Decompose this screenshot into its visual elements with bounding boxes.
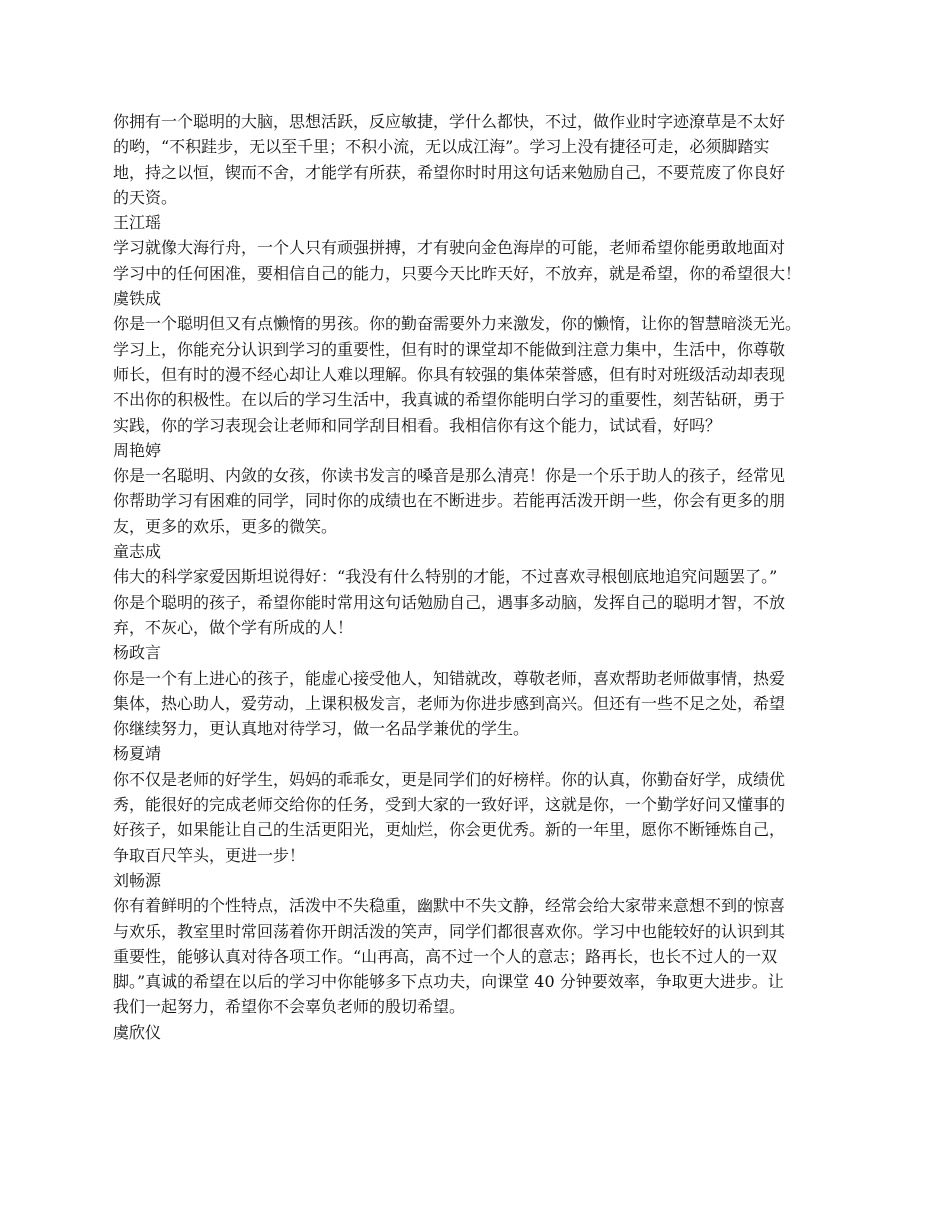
text-line: 师长，但有时的漫不经心却让人难以理解。你具有较强的集体荣誉感，但有时对班级活动却表现 xyxy=(113,364,786,384)
text-line: 重要性，能够认真对待各项工作。“山再高，高不过一个人的意志；路再长，也长不过人的一双 xyxy=(113,946,778,966)
text-line: 集体，热心助人，爱劳动，上课积极发言，老师为你进步感到高兴。但还有一些不足之处，希望 xyxy=(113,693,786,713)
text-line: 好孩子，如果能让自己的生活更阳光，更灿烂，你会更优秀。新的一年里，愿你不断锤炼自己， xyxy=(113,820,786,840)
text-line: 你拥有一个聪明的大脑，思想活跃，反应敏捷，学什么都快，不过，做作业时字迹潦草是不太好 xyxy=(113,112,786,131)
text-line: 你是一个有上进心的孩子，能虚心接受他人，知错就改，尊敬老师，喜欢帮助老师做事情，热爱 xyxy=(113,668,786,688)
text-line: 你不仅是老师的好学生，妈妈的乖乖女，更是同学们的好榜样。你的认真，你勤奋好学，成绩优 xyxy=(113,769,786,789)
text-line: 学习上，你能充分认识到学习的重要性，但有时的课堂却不能做到注意力集中，生活中，你尊敬 xyxy=(113,339,786,359)
document-text-body xyxy=(113,109,853,1045)
text-line: 我们一起努力，希望你不会辜负老师的殷切希望。 xyxy=(113,997,466,1017)
text-line: 童志成 xyxy=(113,542,162,562)
text-line: 你是个聪明的孩子，希望你能时常用这句话勉励自己，遇事多动脑，发挥自己的聪明才智，不放 xyxy=(113,592,786,612)
text-line: 的天资。 xyxy=(113,187,178,207)
text-line: 不出你的积极性。在以后的学习生活中，我真诚的希望你能明白学习的重要性，刻苦钻研，勇于 xyxy=(113,390,786,410)
text-line: 秀，能很好的完成老师交给你的任务，受到大家的一致好评，这就是你，一个勤学好问又懂事的 xyxy=(113,795,786,815)
text-line: 学习就像大海行舟，一个人只有顽强拼搏，才有驶向金色海岸的可能，老师希望你能勇敢地面对 xyxy=(113,238,786,258)
text-line: 弃，不灰心，做个学有所成的人！ xyxy=(113,617,354,637)
text-line: 实践，你的学习表现会让老师和同学刮目相看。我相信你有这个能力，试试看，好吗？ xyxy=(113,415,722,435)
text-line: 王江瑶 xyxy=(113,213,162,233)
text-line: 学习中的任何困准，要相信自己的能力，只要今天比昨天好，不放弃，就是希望，你的希望很大！ xyxy=(113,263,802,283)
text-line: 虞欣仪 xyxy=(113,1022,162,1042)
text-line: 刘畅源 xyxy=(113,870,162,890)
text-line: 争取百尺竿头，更进一步！ xyxy=(113,845,306,865)
text-line: 的哟，“不积跬步，无以至千里；不积小流，无以成江海”。学习上没有捷径可走，必须脚踏实 xyxy=(113,137,770,157)
text-line: 伟大的科学家爱因斯坦说得好：“我没有什么特别的才能，不过喜欢寻根刨底地追究问题罢了。” xyxy=(113,567,778,587)
text-line: 你帮助学习有困难的同学，同时你的成绩也在不断进步。若能再活泼开朗一些，你会有更多的朋 xyxy=(113,491,786,511)
text-line: 杨政言 xyxy=(113,643,162,663)
text-line: 地，持之以恒，锲而不舍，才能学有所获，希望你时时用这句话来勉励自己，不要荒废了你良好 xyxy=(113,162,786,182)
text-line: 你有着鲜明的个性特点，活泼中不失稳重，幽默中不失文静，经常会给大家带来意想不到的惊喜 xyxy=(113,896,786,916)
text-line: 虞铁成 xyxy=(113,289,162,309)
text-line: 杨夏靖 xyxy=(113,744,162,764)
text-line: 脚。”真诚的希望在以后的学习中你能够多下点功夫，向课堂 40 分钟要效率，争取更大进步。让 xyxy=(113,972,784,992)
text-line: 周艳婷 xyxy=(113,440,162,460)
text-line: 友，更多的欢乐，更多的微笑。 xyxy=(113,516,338,536)
text-line: 你是一个聪明但又有点懒惰的男孩。你的勤奋需要外力来激发，你的懒惰，让你的智慧暗淡无光。 xyxy=(113,314,802,334)
text-line: 与欢乐，教室里时常回荡着你开朗活泼的笑声，同学们都很喜欢你。学习中也能较好的认识到其 xyxy=(113,921,786,941)
text-line: 你继续努力，更认真地对待学习，做一名品学兼优的学生。 xyxy=(113,719,530,739)
text-line: 你是一名聪明、内敛的女孩，你读书发言的嗓音是那么清亮！你是一个乐于助人的孩子，经常见 xyxy=(113,466,786,486)
